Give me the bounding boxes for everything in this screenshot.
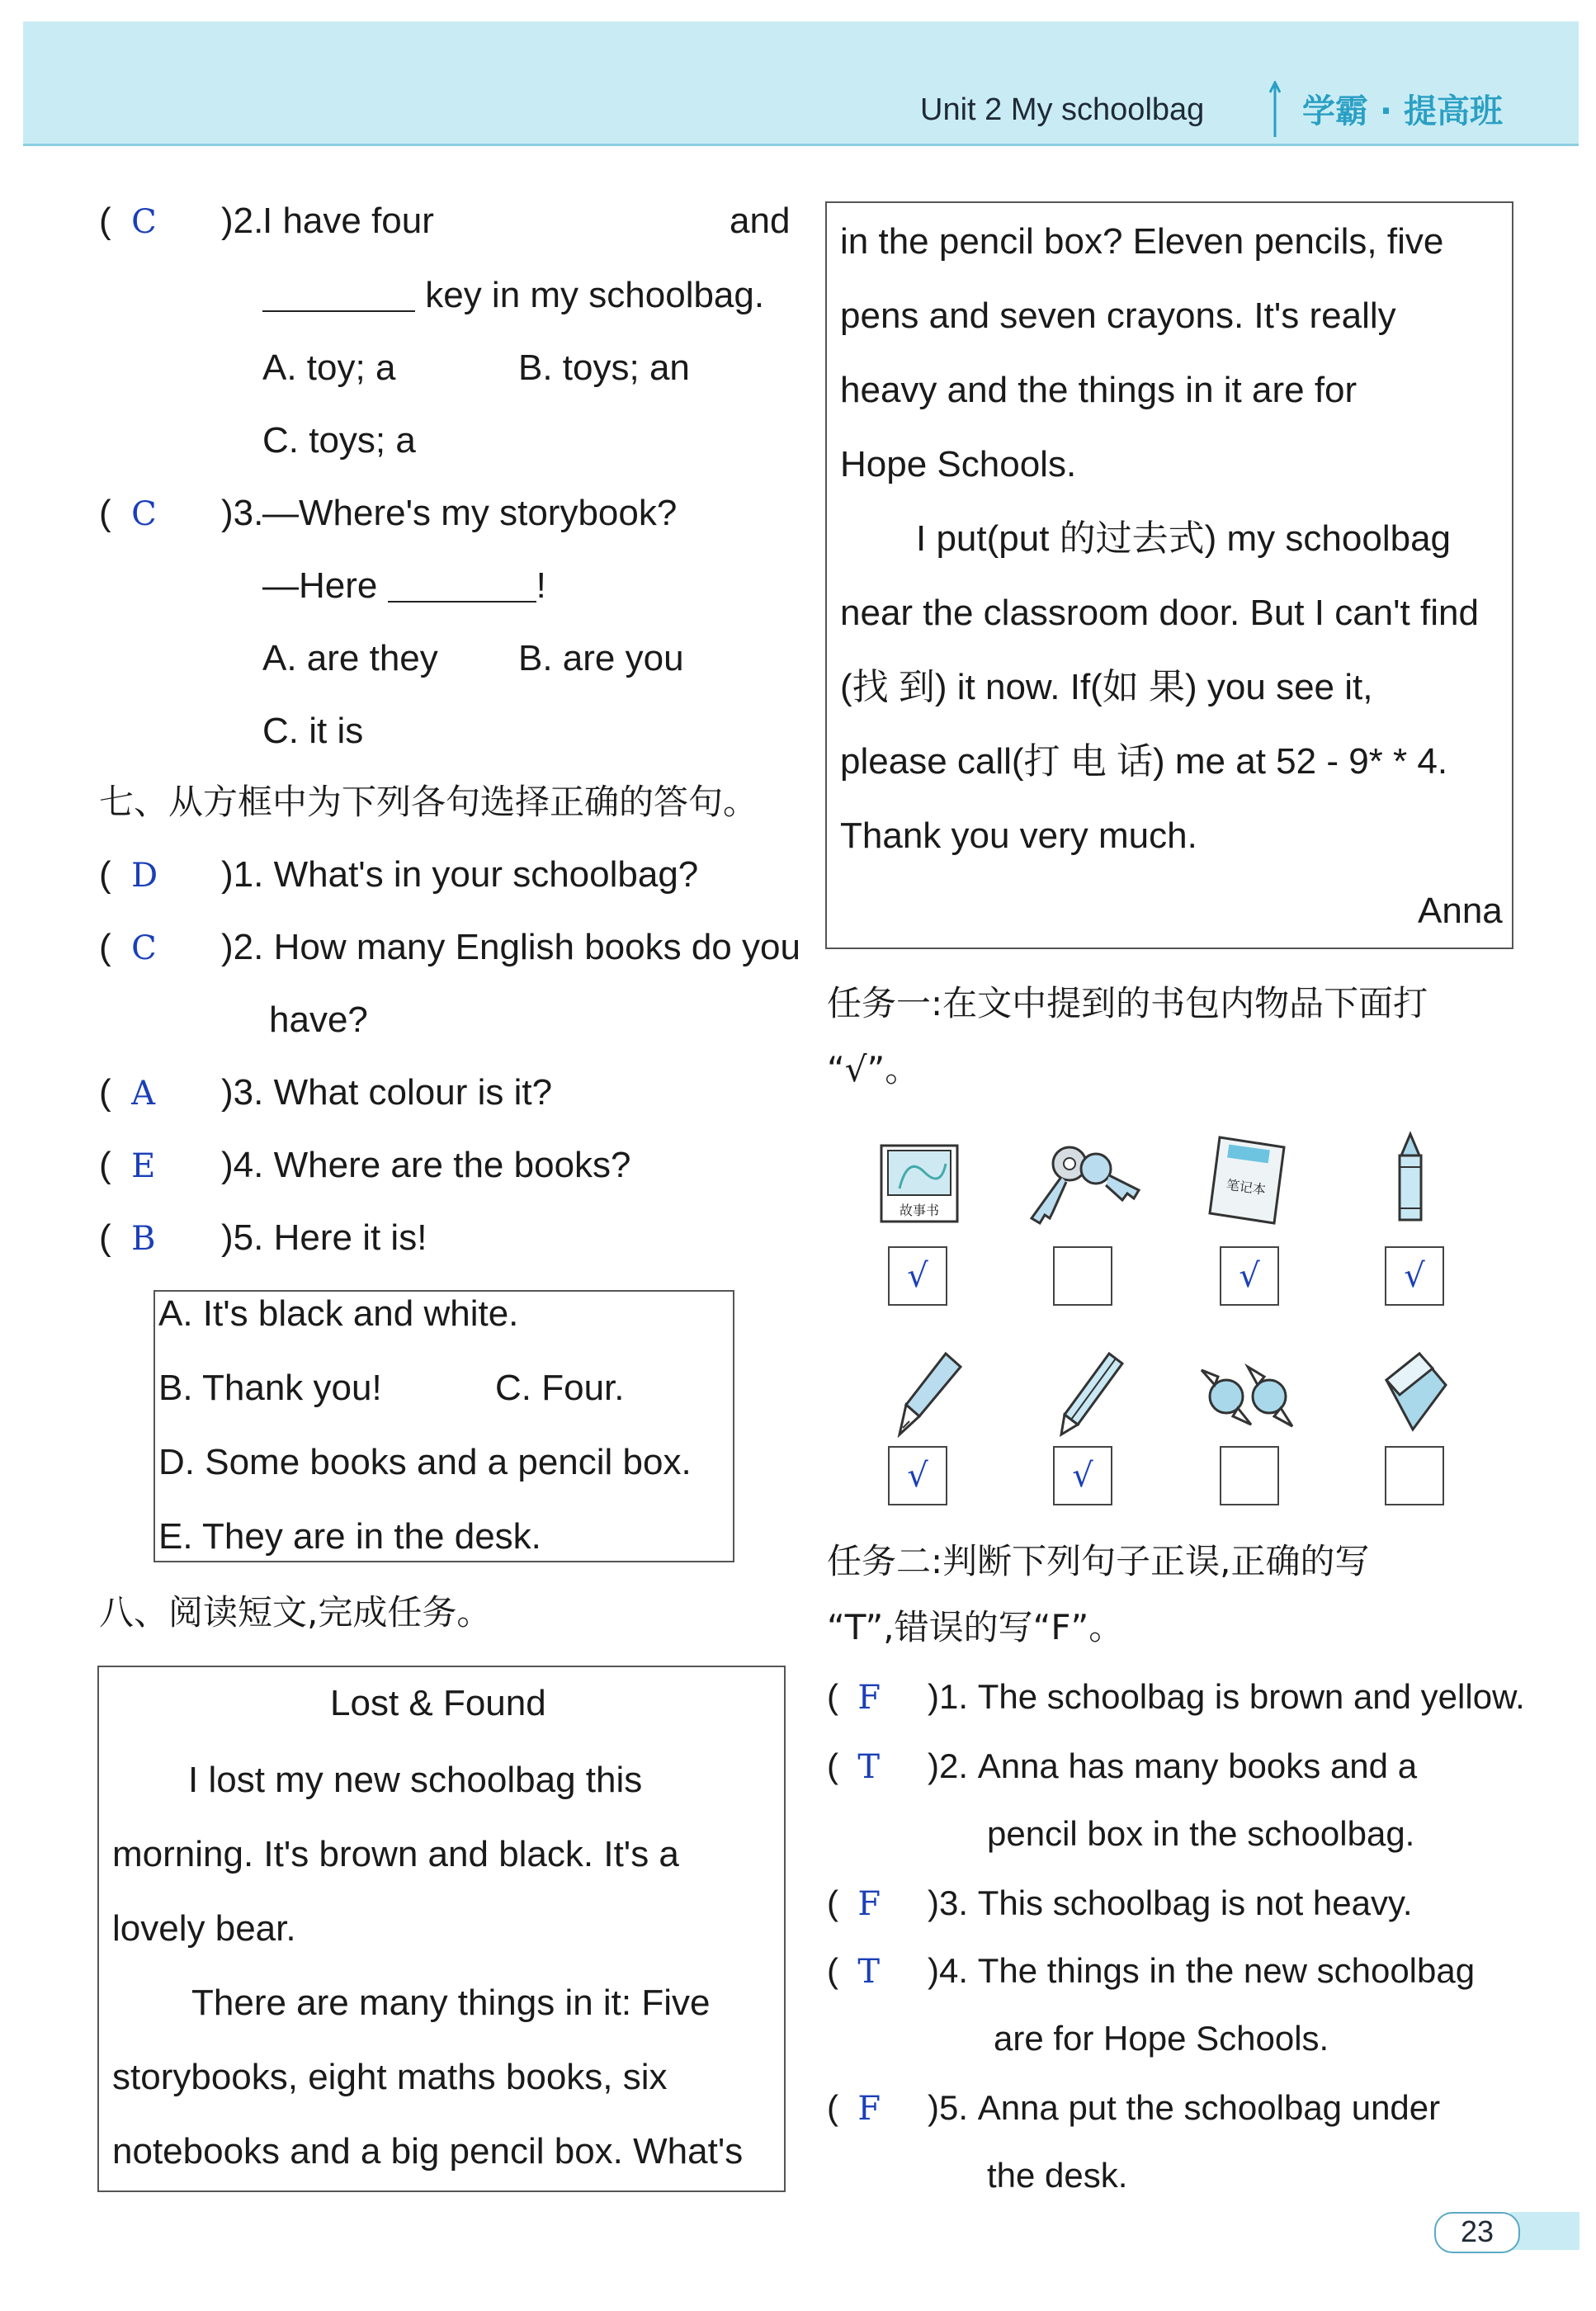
- s7-item-3: ( A )3. What colour is it?: [99, 1072, 553, 1113]
- s7-item-5: ( B )5. Here it is!: [99, 1217, 427, 1258]
- header-brand: 学霸 · 提高班: [1302, 92, 1504, 130]
- s7-item-1: ( D )1. What's in your schoolbag?: [99, 854, 699, 895]
- passage-title: Lost & Found: [330, 1683, 546, 1723]
- section8-title: 八、阅读短文,完成任务。: [99, 1592, 492, 1633]
- check-box-eraser[interactable]: [1385, 1446, 1444, 1505]
- task2-item-5: ( F )5. Anna put the schoolbag under: [827, 2088, 1441, 2128]
- check-box-keys[interactable]: [1053, 1246, 1112, 1306]
- signature: Anna: [1418, 891, 1503, 931]
- task1-line2: “√”。: [827, 1049, 920, 1089]
- task1-line1: 任务一:在文中提到的书包内物品下面打: [827, 983, 1428, 1023]
- header-unit-title: Unit 2 My schoolbag: [920, 92, 1205, 127]
- passage-right: in the pencil box? Eleven pencils, five pens and seven crayons. It's really heavy and the things in it are for Hope Schools. I put(put 的过去式) my schoolbag near the classroom door. But I can't find (找 到) it now. If(如 果) you see it, please call(打 电 话) me at 52 - 9* * 4. Thank you very much.: [840, 221, 1479, 856]
- check-box-storybook[interactable]: √: [888, 1246, 947, 1306]
- s6-q3-optB: B. are you: [518, 638, 684, 678]
- s7-option-d: D. Some books and a pencil box.: [158, 1442, 692, 1482]
- task2-item-4: ( T )4. The things in the new schoolbag: [827, 1951, 1476, 1991]
- s6-q3-line1: —Where's my storybook?: [262, 493, 678, 533]
- s6-q3-line2: —Here !: [262, 565, 546, 606]
- s7-item-4: ( E )4. Where are the books?: [99, 1145, 631, 1185]
- task2-item-1: ( F )1. The schoolbag is brown and yellow.: [827, 1677, 1525, 1717]
- pencil-icon: [1053, 1349, 1127, 1439]
- answer-blank[interactable]: [388, 565, 536, 603]
- task2-item-4-cont: are for Hope Schools.: [994, 2019, 1329, 2058]
- s7-option-b: B. Thank you!: [158, 1368, 382, 1408]
- pen-icon: [891, 1349, 966, 1439]
- keys-icon: [1020, 1139, 1144, 1230]
- s7-option-e: E. They are in the desk.: [158, 1516, 541, 1557]
- task2-line2: “T”,错误的写“F”。: [827, 1607, 1124, 1647]
- passage-left: I lost my new schoolbag this morning. It's brown and black. It's a lovely bear. There are many things in it: Five storybooks, eight maths books, six notebooks and a big pencil box. What's: [112, 1760, 744, 2172]
- s6-q2-optC: C. toys; a: [262, 420, 416, 461]
- notebook-label: 笔记本: [1225, 1176, 1268, 1198]
- notebook-icon: [1205, 1129, 1296, 1228]
- storybook-label: 故事书: [899, 1203, 940, 1218]
- s6-q3: ( C )3.: [99, 493, 264, 533]
- check-box-crayon[interactable]: √: [1385, 1246, 1444, 1306]
- s6-q2: ( C )2.: [99, 201, 264, 241]
- page-number-bar: [1510, 2212, 1579, 2250]
- check-box-pencil[interactable]: √: [1053, 1446, 1112, 1505]
- s6-q3-optC: C. it is: [262, 711, 364, 751]
- task2-item-5-cont: the desk.: [987, 2156, 1128, 2195]
- task2-line1: 任务二:判断下列句子正误,正确的写: [827, 1541, 1370, 1581]
- page-number: 23: [1434, 2212, 1520, 2253]
- task2-item-2-cont: pencil box in the schoolbag.: [987, 1814, 1415, 1853]
- section7-title: 七、从方框中为下列各句选择正确的答句。: [99, 782, 758, 822]
- s7-option-c: C. Four.: [495, 1368, 625, 1408]
- storybook-icon: [875, 1139, 966, 1228]
- candy-icon: [1193, 1354, 1301, 1436]
- s7-item-2-cont: have?: [269, 1000, 368, 1040]
- check-box-candy[interactable]: [1220, 1446, 1279, 1505]
- s7-option-a: A. It's black and white.: [158, 1293, 519, 1334]
- task2-item-3: ( F )3. This schoolbag is not heavy.: [827, 1883, 1413, 1923]
- s6-q2-optA: A. toy; a: [262, 347, 396, 388]
- s6-q2-line1a: I have four: [262, 201, 434, 241]
- s7-item-2: ( C )2. How many English books do you: [99, 927, 800, 967]
- s6-q2-optB: B. toys; an: [518, 347, 690, 388]
- header-arrow-icon: [1269, 81, 1281, 139]
- crayon-icon: [1390, 1131, 1431, 1223]
- answer-blank[interactable]: [262, 274, 415, 312]
- task2-item-2: ( T )2. Anna has many books and a: [827, 1746, 1418, 1786]
- s6-q3-optA: A. are they: [262, 638, 438, 678]
- s6-q2-line1b: and: [730, 201, 791, 241]
- check-box-pen[interactable]: √: [888, 1446, 947, 1505]
- eraser-icon: [1378, 1347, 1452, 1438]
- check-box-notebook[interactable]: √: [1220, 1246, 1279, 1306]
- s6-q2-line2: key in my schoolbag.: [262, 271, 764, 320]
